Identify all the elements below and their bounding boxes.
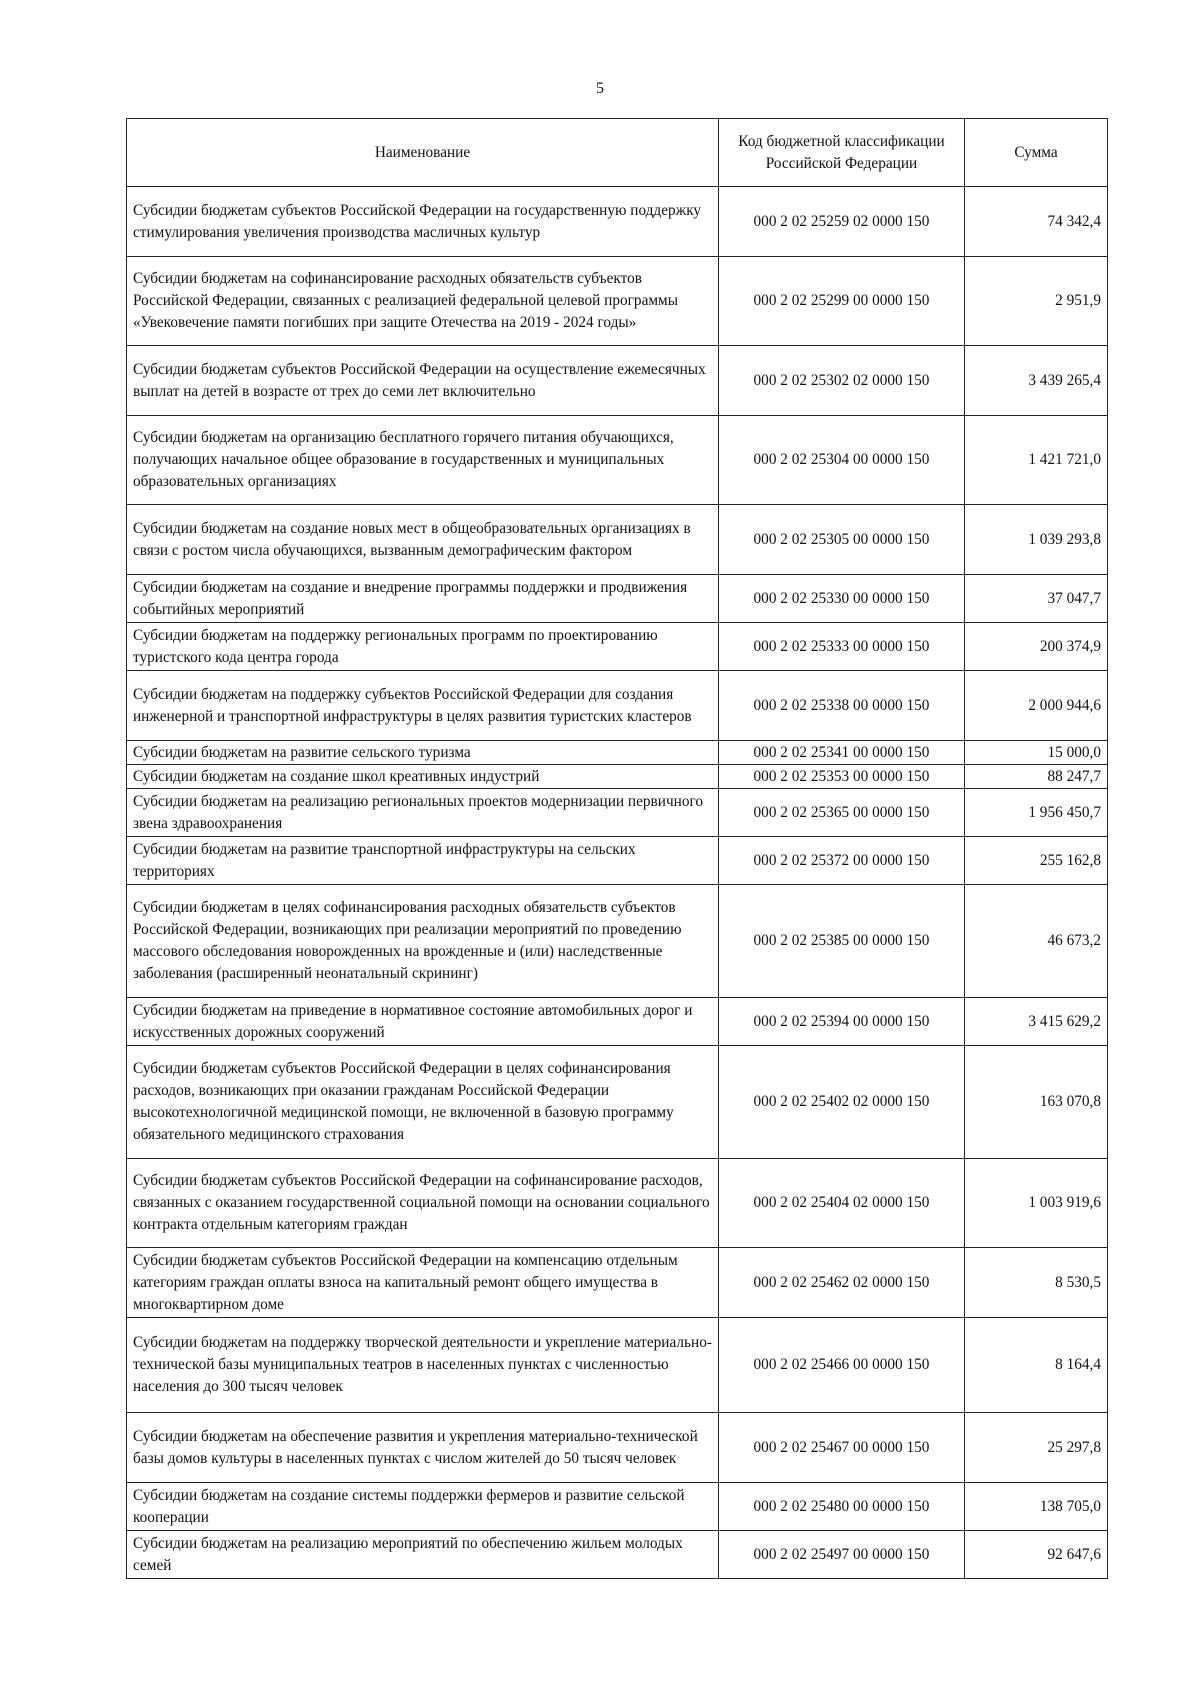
row-code: 000 2 02 25305 00 0000 150 [719, 505, 965, 575]
table-row [127, 575, 1108, 623]
row-name: Субсидии бюджетам субъектов Российской Федерации на софинансирование расходов, связанных с оказанием государственной социальной помощи на основании социального контракта отдельным категориям граждан [127, 1159, 719, 1248]
row-name: Субсидии бюджетам на создание системы поддержки фермеров и развитие сельской кооперации [127, 1483, 719, 1531]
table-row [127, 1413, 1108, 1483]
row-name: Субсидии бюджетам субъектов Российской Федерации на осуществление ежемесячных выплат на детей в возрасте от трех до семи лет включительно [127, 346, 719, 416]
row-sum: 255 162,8 [965, 837, 1108, 885]
row-sum: 25 297,8 [965, 1413, 1108, 1483]
row-code: 000 2 02 25330 00 0000 150 [719, 575, 965, 623]
table-body [127, 187, 1108, 1579]
row-code: 000 2 02 25480 00 0000 150 [719, 1483, 965, 1531]
table-row [127, 1046, 1108, 1159]
row-sum: 2 951,9 [965, 257, 1108, 346]
row-code: 000 2 02 25372 00 0000 150 [719, 837, 965, 885]
row-sum: 37 047,7 [965, 575, 1108, 623]
header-name: Наименование [127, 119, 719, 187]
row-code: 000 2 02 25402 02 0000 150 [719, 1046, 965, 1159]
row-name: Субсидии бюджетам на создание школ креативных индустрий [127, 765, 719, 789]
row-code: 000 2 02 25341 00 0000 150 [719, 741, 965, 765]
row-sum: 2 000 944,6 [965, 671, 1108, 741]
table-row [127, 885, 1108, 998]
header-sum: Сумма [965, 119, 1108, 187]
row-name: Субсидии бюджетам на реализацию региональных проектов модернизации первичного звена здравоохранения [127, 789, 719, 837]
row-name: Субсидии бюджетам субъектов Российской Федерации на компенсацию отдельным категориям граждан оплаты взноса на капитальный ремонт общего имущества в многоквартирном доме [127, 1248, 719, 1318]
row-sum: 1 421 721,0 [965, 416, 1108, 505]
row-code: 000 2 02 25333 00 0000 150 [719, 623, 965, 671]
table-row [127, 416, 1108, 505]
row-code: 000 2 02 25404 02 0000 150 [719, 1159, 965, 1248]
row-code: 000 2 02 25304 00 0000 150 [719, 416, 965, 505]
table-row [127, 1248, 1108, 1318]
table-row [127, 505, 1108, 575]
row-name: Субсидии бюджетам на создание и внедрение программы поддержки и продвижения событийных мероприятий [127, 575, 719, 623]
row-sum: 3 415 629,2 [965, 998, 1108, 1046]
table-header-row [127, 119, 1108, 187]
row-sum: 1 003 919,6 [965, 1159, 1108, 1248]
row-code: 000 2 02 25365 00 0000 150 [719, 789, 965, 837]
row-code: 000 2 02 25466 00 0000 150 [719, 1318, 965, 1413]
table-row [127, 1531, 1108, 1579]
row-sum: 8 164,4 [965, 1318, 1108, 1413]
budget-table [126, 118, 1108, 1579]
page-number: 5 [596, 80, 604, 97]
row-name: Субсидии бюджетам на организацию бесплатного горячего питания обучающихся, получающих начальное общее образование в государственных и муниципальных образовательных организациях [127, 416, 719, 505]
row-code: 000 2 02 25259 02 0000 150 [719, 187, 965, 257]
table-row [127, 998, 1108, 1046]
table-row [127, 837, 1108, 885]
row-sum: 163 070,8 [965, 1046, 1108, 1159]
table-row [127, 789, 1108, 837]
row-code: 000 2 02 25353 00 0000 150 [719, 765, 965, 789]
table-row [127, 623, 1108, 671]
row-sum: 92 647,6 [965, 1531, 1108, 1579]
row-sum: 74 342,4 [965, 187, 1108, 257]
row-code: 000 2 02 25385 00 0000 150 [719, 885, 965, 998]
table-row [127, 1318, 1108, 1413]
row-name: Субсидии бюджетам на развитие транспортной инфраструктуры на сельских территориях [127, 837, 719, 885]
row-sum: 46 673,2 [965, 885, 1108, 998]
table-row [127, 765, 1108, 789]
row-sum: 1 956 450,7 [965, 789, 1108, 837]
row-name: Субсидии бюджетам в целях софинансирования расходных обязательств субъектов Российской Федерации, возникающих при реализации мероприятий по проведению массового обследования новорожденных на врожденные и (или) наследственные заболевания (расширенный неонатальный скрининг) [127, 885, 719, 998]
row-name: Субсидии бюджетам субъектов Российской Федерации на государственную поддержку стимулирования увеличения производства масличных культур [127, 187, 719, 257]
table-row [127, 741, 1108, 765]
header-code: Код бюджетной классификации Российской Федерации [719, 119, 965, 187]
row-code: 000 2 02 25394 00 0000 150 [719, 998, 965, 1046]
row-name: Субсидии бюджетам на софинансирование расходных обязательств субъектов Российской Федерации, связанных с реализацией федеральной целевой программы «Увековечение памяти погибших при защите Отечества на 2019 - 2024 годы» [127, 257, 719, 346]
table-row [127, 1483, 1108, 1531]
row-sum: 15 000,0 [965, 741, 1108, 765]
row-name: Субсидии бюджетам на поддержку творческой деятельности и укрепление материально-технической базы муниципальных театров в населенных пунктах с численностью населения до 300 тысяч человек [127, 1318, 719, 1413]
row-name: Субсидии бюджетам на развитие сельского туризма [127, 741, 719, 765]
row-name: Субсидии бюджетам на приведение в нормативное состояние автомобильных дорог и искусственных дорожных сооружений [127, 998, 719, 1046]
row-code: 000 2 02 25497 00 0000 150 [719, 1531, 965, 1579]
row-code: 000 2 02 25467 00 0000 150 [719, 1413, 965, 1483]
row-name: Субсидии бюджетам субъектов Российской Федерации в целях софинансирования расходов, возникающих при оказании гражданам Российской Федерации высокотехнологичной медицинской помощи, не включенной в базовую программу обязательного медицинского страхования [127, 1046, 719, 1159]
row-sum: 8 530,5 [965, 1248, 1108, 1318]
row-code: 000 2 02 25462 02 0000 150 [719, 1248, 965, 1318]
table-row [127, 187, 1108, 257]
row-sum: 138 705,0 [965, 1483, 1108, 1531]
row-code: 000 2 02 25338 00 0000 150 [719, 671, 965, 741]
row-code: 000 2 02 25299 00 0000 150 [719, 257, 965, 346]
row-name: Субсидии бюджетам на создание новых мест в общеобразовательных организациях в связи с ростом числа обучающихся, вызванным демографическим фактором [127, 505, 719, 575]
table-row [127, 1159, 1108, 1248]
table-row [127, 346, 1108, 416]
row-sum: 88 247,7 [965, 765, 1108, 789]
row-code: 000 2 02 25302 02 0000 150 [719, 346, 965, 416]
row-sum: 1 039 293,8 [965, 505, 1108, 575]
table-row [127, 671, 1108, 741]
table-row [127, 257, 1108, 346]
row-sum: 3 439 265,4 [965, 346, 1108, 416]
row-name: Субсидии бюджетам на поддержку субъектов Российской Федерации для создания инженерной и транспортной инфраструктуры в целях развития туристских кластеров [127, 671, 719, 741]
row-name: Субсидии бюджетам на реализацию мероприятий по обеспечению жильем молодых семей [127, 1531, 719, 1579]
row-sum: 200 374,9 [965, 623, 1108, 671]
row-name: Субсидии бюджетам на поддержку региональных программ по проектированию туристского кода центра города [127, 623, 719, 671]
row-name: Субсидии бюджетам на обеспечение развития и укрепления материально-технической базы домов культуры в населенных пунктах с числом жителей до 50 тысяч человек [127, 1413, 719, 1483]
